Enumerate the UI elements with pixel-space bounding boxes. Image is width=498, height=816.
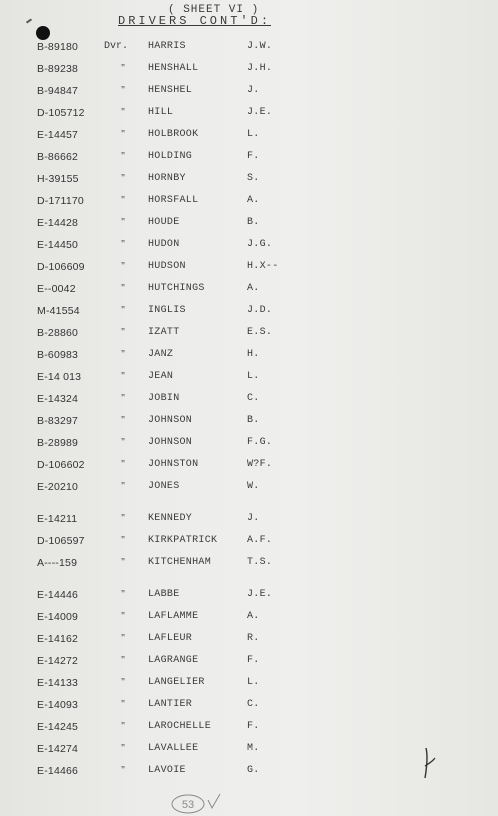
table-row [0, 586, 498, 604]
surname: JANZ [148, 349, 174, 360]
surname: LAFLAMME [148, 611, 199, 622]
table-row [0, 532, 498, 550]
surname: LAGRANGE [148, 655, 199, 666]
surname: INGLIS [148, 305, 186, 316]
rank: " [120, 349, 126, 360]
service-number: B-86662 [37, 151, 79, 163]
initials: J.H. [247, 63, 273, 74]
surname: LAROCHELLE [148, 721, 212, 732]
rank: " [120, 129, 126, 140]
initials: J.E. [247, 107, 273, 118]
initials: J.W. [247, 41, 273, 52]
initials: A.F. [247, 535, 273, 546]
surname: HUDSON [148, 261, 186, 272]
surname: HOUDE [148, 217, 180, 228]
table-row [0, 38, 498, 56]
sheet-label: ( SHEET VI ) [168, 4, 260, 16]
table-row [0, 390, 498, 408]
surname: JEAN [148, 371, 174, 382]
rank: " [120, 261, 126, 272]
surname: LAFLEUR [148, 633, 193, 644]
surname: HOLDING [148, 151, 193, 162]
service-number: E-14272 [37, 655, 79, 667]
initials: C. [247, 699, 260, 710]
table-row [0, 324, 498, 342]
table-row [0, 718, 498, 736]
initials: J.G. [247, 239, 273, 250]
rank: " [120, 151, 126, 162]
service-number: D-105712 [37, 107, 85, 119]
service-number: E-14466 [37, 765, 79, 777]
initials: B. [247, 415, 260, 426]
table-row [0, 608, 498, 626]
table-row [0, 412, 498, 430]
service-number: B-83297 [37, 415, 79, 427]
surname: LABBE [148, 589, 180, 600]
rank: " [120, 677, 126, 688]
rank: " [120, 437, 126, 448]
surname: KITCHENHAM [148, 557, 212, 568]
initials: J.E. [247, 589, 273, 600]
rank: " [120, 415, 126, 426]
rank: " [120, 589, 126, 600]
initials: J. [247, 85, 260, 96]
service-number: A----159 [37, 557, 78, 569]
table-row [0, 214, 498, 232]
surname: LANGELIER [148, 677, 205, 688]
table-row [0, 60, 498, 78]
surname: KIRKPATRICK [148, 535, 218, 546]
pencil-tick-mark [26, 18, 32, 23]
surname: JONES [148, 481, 180, 492]
service-number: D-106597 [37, 535, 85, 547]
surname: HARRIS [148, 41, 186, 52]
service-number: M-41554 [37, 305, 80, 317]
service-number: D-171170 [37, 195, 84, 207]
table-row [0, 280, 498, 298]
service-number: H-39155 [37, 173, 79, 185]
table-row [0, 302, 498, 320]
rank: " [120, 173, 126, 184]
table-row [0, 630, 498, 648]
service-number: E-14324 [37, 393, 79, 405]
table-row [0, 696, 498, 714]
table-row [0, 652, 498, 670]
rank: " [120, 305, 126, 316]
rank: " [120, 63, 126, 74]
service-number: E-20210 [37, 481, 79, 493]
service-number: E-14457 [37, 129, 79, 141]
surname: HUDON [148, 239, 180, 250]
table-row [0, 148, 498, 166]
surname: JOHNSON [148, 437, 193, 448]
initials: J. [247, 513, 260, 524]
rank: " [120, 721, 126, 732]
surname: HUTCHINGS [148, 283, 205, 294]
service-number: E-14446 [37, 589, 79, 601]
initials: W. [247, 481, 260, 492]
rank: " [120, 655, 126, 666]
table-row [0, 346, 498, 364]
initials: F. [247, 655, 260, 666]
service-number: E-14093 [37, 699, 79, 711]
initials: L. [247, 129, 260, 140]
table-row [0, 434, 498, 452]
surname: JOBIN [148, 393, 180, 404]
rank: " [120, 513, 126, 524]
surname: HENSHEL [148, 85, 193, 96]
initials: A. [247, 611, 260, 622]
service-number: B-94847 [37, 85, 79, 97]
pen-mark-icon [422, 746, 438, 780]
rank: " [120, 283, 126, 294]
initials: H. [247, 349, 260, 360]
service-number: E-14211 [37, 513, 78, 525]
table-row [0, 478, 498, 496]
initials: B. [247, 217, 260, 228]
rank: " [120, 459, 126, 470]
table-row [0, 82, 498, 100]
rank: " [120, 633, 126, 644]
surname: JOHNSTON [148, 459, 199, 470]
table-row [0, 126, 498, 144]
table-row [0, 258, 498, 276]
surname: JOHNSON [148, 415, 193, 426]
service-number: E-14133 [37, 677, 79, 689]
service-number: E-14245 [37, 721, 79, 733]
initials: T.S. [247, 557, 273, 568]
initials: F. [247, 721, 260, 732]
initials: R. [247, 633, 260, 644]
rank: " [120, 217, 126, 228]
service-number: E--0042 [37, 283, 76, 295]
table-row [0, 236, 498, 254]
table-row [0, 456, 498, 474]
service-number: E-14162 [37, 633, 79, 645]
initials: F.G. [247, 437, 273, 448]
initials: G. [247, 765, 260, 776]
rank: " [120, 393, 126, 404]
rank: " [120, 371, 126, 382]
rank: " [120, 765, 126, 776]
surname: KENNEDY [148, 513, 193, 524]
rank: " [120, 195, 126, 206]
surname: HENSHALL [148, 63, 199, 74]
initials: W?F. [247, 459, 273, 470]
table-row [0, 368, 498, 386]
service-number: E-14 013 [37, 371, 82, 383]
service-number: B-89180 [37, 41, 79, 53]
surname: LANTIER [148, 699, 193, 710]
service-number: B-28860 [37, 327, 79, 339]
surname: HILL [148, 107, 174, 118]
surname: IZATT [148, 327, 180, 338]
page-number: 53 [181, 799, 195, 811]
page-title: DRIVERS CONT'D: [118, 14, 272, 28]
initials: A. [247, 195, 260, 206]
initials: L. [247, 371, 260, 382]
table-row [0, 170, 498, 188]
page-number-stamp [168, 792, 224, 814]
rank: " [120, 699, 126, 710]
rank: " [120, 481, 126, 492]
table-row [0, 510, 498, 528]
rank: " [120, 535, 126, 546]
initials: M. [247, 743, 260, 754]
initials: S. [247, 173, 260, 184]
surname: LAVOIE [148, 765, 186, 776]
table-row [0, 554, 498, 572]
initials: L. [247, 677, 260, 688]
initials: H.X-- [247, 261, 279, 272]
service-number: B-89238 [37, 63, 79, 75]
service-number: B-28989 [37, 437, 79, 449]
rank: " [120, 557, 126, 568]
service-number: B-60983 [37, 349, 79, 361]
initials: J.D. [247, 305, 273, 316]
surname: HORSFALL [148, 195, 199, 206]
service-number: E-14274 [37, 743, 79, 755]
rank: Dvr. [104, 41, 129, 52]
table-row [0, 192, 498, 210]
rank: " [120, 107, 126, 118]
service-number: E-14450 [37, 239, 79, 251]
surname: HOLBROOK [148, 129, 199, 140]
service-number: E-14009 [37, 611, 79, 623]
table-row [0, 104, 498, 122]
table-row [0, 674, 498, 692]
initials: C. [247, 393, 260, 404]
rank: " [120, 743, 126, 754]
initials: A. [247, 283, 260, 294]
rank: " [120, 327, 126, 338]
rank: " [120, 239, 126, 250]
rank: " [120, 611, 126, 622]
initials: E.S. [247, 327, 273, 338]
service-number: E-14428 [37, 217, 79, 229]
surname: LAVALLEE [148, 743, 199, 754]
service-number: D-106602 [37, 459, 85, 471]
rank: " [120, 85, 126, 96]
surname: HORNBY [148, 173, 186, 184]
service-number: D-106609 [37, 261, 85, 273]
initials: F. [247, 151, 260, 162]
